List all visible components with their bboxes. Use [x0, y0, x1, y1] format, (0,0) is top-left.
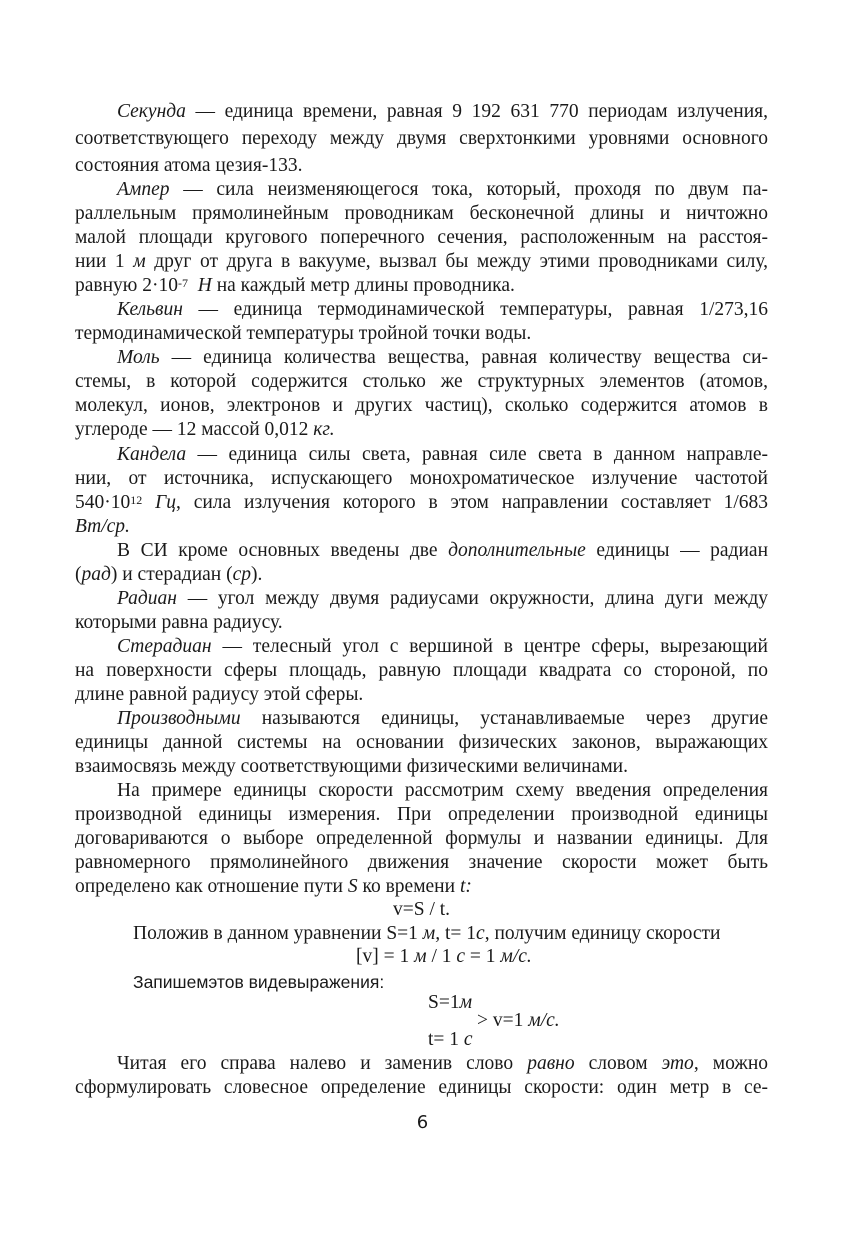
expr-time: t= 1 с: [428, 1029, 473, 1050]
text-line: равномерного прямолинейного движения значение скорости может быть: [75, 852, 768, 873]
text-line: Радиан — угол между двумя радиусами окружности, длина дуги между: [117, 588, 768, 609]
text-line: $540\cdot 10^{12}$ Гц, сила излучения которого в этом направлении составляет 1/683: [75, 492, 769, 513]
equation-velocity: v=S / t.: [393, 899, 451, 920]
text-line: В СИ кроме основных введены две дополнительные единицы — радиан: [117, 540, 769, 561]
text-line: договариваются о выборе определенной формулы и названии единицы. Для: [75, 828, 768, 849]
text-line: Ампер — сила неизменяющегося тока, который, проходя по двум па-: [117, 179, 768, 200]
text-line: Читая его справа налево и заменив слово равно словом это, можно: [117, 1053, 769, 1074]
term-mole: Моль: [117, 347, 160, 368]
text-line: термодинамической температуры тройной точки воды.: [75, 323, 532, 344]
text-line: углероде — 12 массой 0,012 кг.: [75, 419, 335, 440]
text-line: Вт/ср.: [75, 516, 130, 537]
text-line: соответствующего переходу между двумя сверхтонкими уровнями основного: [75, 128, 768, 149]
equation-unit: [v] = 1 м / 1 с = 1 м/с.: [356, 946, 532, 967]
text-line: которыми равна радиусу.: [75, 612, 283, 633]
text-line: производной единицы измерения. При определении производной единицы: [75, 804, 768, 825]
text-line: нии, от источника, испускающего монохроматическое излучение частотой: [75, 468, 768, 489]
text-line: нии 1 м друг от друга в вакууме, вызвал бы между этими проводниками силу,: [75, 251, 768, 272]
text-line: длине равной радиусу этой сферы.: [75, 684, 364, 705]
term-derived: Производными: [117, 708, 241, 729]
text-line: (рад) и стерадиан (ср).: [75, 564, 263, 585]
term-ampere: Ампер: [117, 179, 170, 200]
term-steradian: Стерадиан: [117, 636, 212, 657]
text-line: Запишемэтов видевыражения:: [133, 972, 385, 992]
term-second: Секунда: [117, 101, 186, 122]
text-line: равную $2\cdot 10^{-7}$ Н на каждый метр длины проводника.: [75, 275, 515, 296]
text-line: малой площади кругового поперечного сечения, расположенным на расстоя-: [75, 227, 768, 248]
term-candela: Кандела: [117, 444, 187, 465]
text-line: Моль — единица количества вещества, равная количеству вещества си-: [117, 347, 768, 368]
text-line: состояния атома цезия-133.: [75, 155, 303, 176]
text-line: взаимосвязь между соответствующими физическими величинами.: [75, 756, 628, 777]
expr-distance: S=1м: [428, 992, 473, 1013]
text-line: Секунда — единица времени, равная 9 192 631 770 периодам излучения,: [117, 101, 768, 122]
text-line: на поверхности сферы площадь, равную площади квадрата со стороной, по: [75, 660, 768, 681]
text-line: раллельным прямолинейным проводникам бесконечной длины и ничтожно: [75, 203, 768, 224]
text-line: определено как отношение пути S ко времени t:: [75, 876, 472, 897]
text-line: Стерадиан — телесный угол с вершиной в центре сферы, вырезающий: [117, 636, 768, 657]
text-line: Положив в данном уравнении S=1 м, t= 1с, получим единицу скорости: [133, 923, 721, 944]
text-line: единицы данной системы на основании физических законов, выражающих: [75, 732, 768, 753]
text-line: сформулировать словесное определение единицы скорости: один метр в се-: [75, 1077, 768, 1098]
text-line: молекул, ионов, электронов и других частиц), сколько содержится атомов в: [75, 395, 768, 416]
text-line: Кандела — единица силы света, равная силе света в данном направле-: [117, 444, 768, 465]
page-number: 6: [416, 1112, 429, 1133]
text-line: Производными называются единицы, устанавливаемые через другие: [117, 708, 768, 729]
text-line: стемы, в которой содержится столько же структурных элементов (атомов,: [75, 371, 768, 392]
text-line: На примере единицы скорости рассмотрим схему введения определения: [117, 780, 768, 801]
term-kelvin: Кельвин: [117, 299, 183, 320]
expr-velocity: > v=1 м/с.: [477, 1010, 560, 1031]
text-line: Кельвин — единица термодинамической температуры, равная 1/273,16: [117, 299, 768, 320]
term-radian: Радиан: [117, 588, 177, 609]
